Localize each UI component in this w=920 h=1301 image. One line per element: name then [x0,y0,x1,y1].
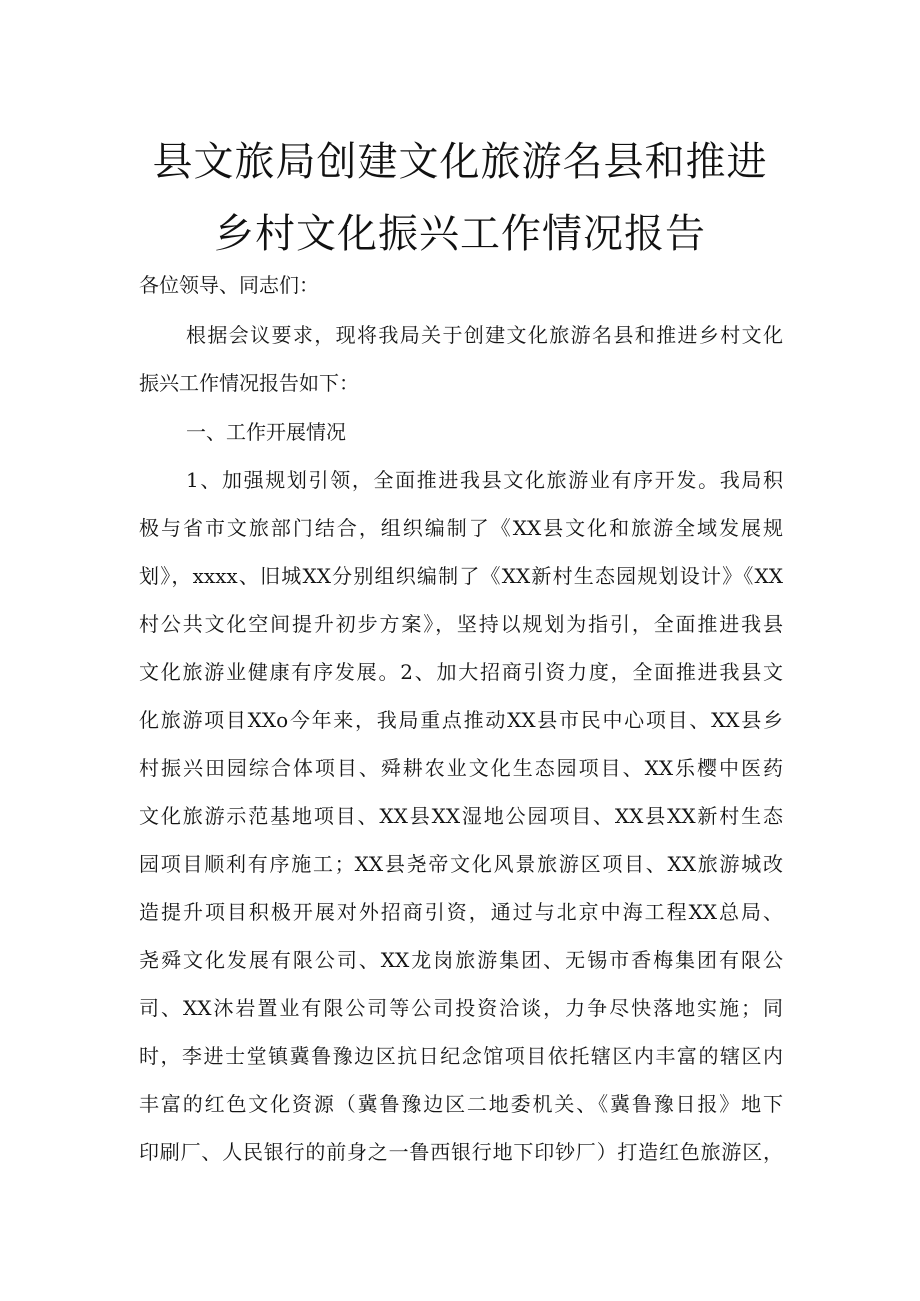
salutation: 各位领导、同志们： [139,273,319,297]
body-line: 园项目顺利有序施工；XX县尧帝文化风景旅游区项目、XX旅游城改 [139,852,783,876]
body-line: 化旅游项目XXo今年来，我局重点推动XX县市民中心项目、XX县乡 [139,708,783,732]
body-line: 划》，xxxx、旧城XX分别组织编制了《XX新村生态园规划设计》《XX [139,564,783,588]
body-line: 丰富的红色文化资源（冀鲁豫边区二地委机关、《冀鲁豫日报》地下 [139,1092,783,1116]
body-line: 尧舜文化发展有限公司、XX龙岗旅游集团、无锡市香梅集团有限公 [139,948,783,972]
body-line: 村振兴田园综合体项目、舜耕农业文化生态园项目、XX乐樱中医药 [139,756,783,780]
document-title-line-2: 乡村文化振兴工作情况报告 [214,211,706,257]
body-line: 印刷厂、人民银行的前身之一鲁西银行地下印钞厂）打造红色旅游区， [139,1140,783,1164]
body-line: 文化旅游业健康有序发展。2、加大招商引资力度，全面推进我县文 [139,660,783,684]
document-title-line-1: 县文旅局创建文化旅游名县和推进 [152,139,768,185]
body-line: 极与省市文旅部门结合，组织编制了《XX县文化和旅游全域发展规 [139,516,783,540]
body-line: 造提升项目积极开展对外招商引资，通过与北京中海工程XX总局、 [139,900,783,924]
intro-line-1: 根据会议要求，现将我局关于创建文化旅游名县和推进乡村文化 [186,323,783,347]
body-line: 司、XX沐岩置业有限公司等公司投资洽谈，力争尽快落地实施；同 [139,996,783,1020]
section-heading: 一、工作开展情况 [186,420,346,444]
body-line: 村公共文化空间提升初步方案》，坚持以规划为指引，全面推进我县 [139,612,783,636]
body-line: 时，李进士堂镇冀鲁豫边区抗日纪念馆项目依托辖区内丰富的辖区内 [139,1044,783,1068]
intro-line-2: 振兴工作情况报告如下： [139,371,359,395]
body-line: 文化旅游示范基地项目、XX县XX湿地公园项目、XX县XX新村生态 [139,804,783,828]
body-line: 1、加强规划引领，全面推进我县文化旅游业有序开发。我局积 [186,468,783,492]
